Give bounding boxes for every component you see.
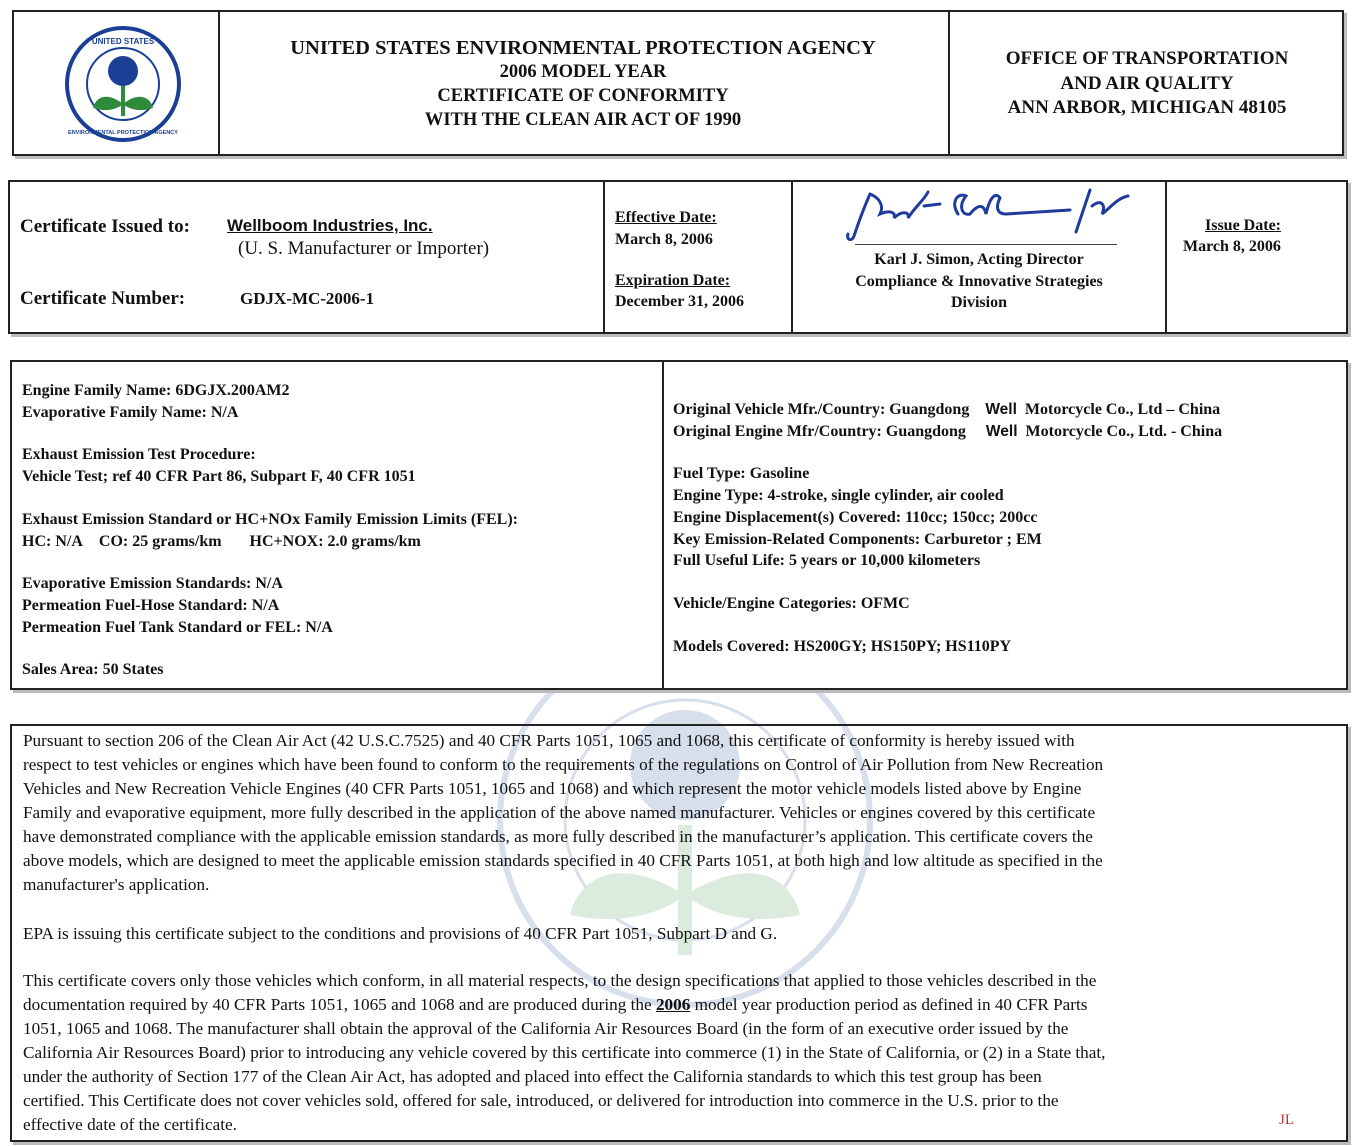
seal-top-text: UNITED STATES (91, 37, 155, 46)
evaporative-standards: Evaporative Emission Standards: N/A (22, 575, 283, 593)
issued-to-note: (U. S. Manufacturer or Importer) (238, 238, 490, 259)
engine-mfr-company: Motorcycle Co., Ltd. - China (1025, 422, 1223, 440)
paragraph-line: certified. This Certificate does not cover vehicles sold, offered for sale, introduced, or delivered for introduction into commerce in the U.S. prior to the (23, 1091, 1059, 1110)
paragraph-line: 1051, 1065 and 1068. The manufacturer shall obtain the approval of the California Air Resources Board (in the form of an executive order issued by the (23, 1019, 1069, 1038)
paragraph-line: have demonstrated compliance with the applicable emission standards, as more fully described in the manufacturer’s application. This certificate covers the (23, 827, 1093, 846)
standard-hc: HC: N/A (22, 532, 83, 550)
standard-co: CO: 25 grams/km (98, 532, 222, 550)
handwritten-signature (840, 184, 1140, 246)
paragraph-line: EPA is issuing this certificate subject to the conditions and provisions of 40 CFR Part 1051, Subpart D and G. (23, 924, 778, 943)
test-procedure-value: Vehicle Test; ref 40 CFR Part 86, Subpart F, 40 CFR 1051 (22, 468, 416, 486)
paragraph-issuance (23, 729, 1103, 897)
certificate-title: CERTIFICATE OF CONFORMITY (437, 86, 729, 106)
key-components: Key Emission-Related Components: Carburetor ; EM (673, 530, 1042, 548)
engine-displacement: Engine Displacement(s) Covered: 110cc; 150cc; 200cc (673, 508, 1038, 526)
office-line-1: OFFICE OF TRANSPORTATION (1005, 48, 1289, 69)
effective-date-value: March 8, 2006 (615, 231, 713, 248)
issuance-box (8, 180, 1348, 334)
agency-title: UNITED STATES ENVIRONMENTAL PROTECTION AGENCY (290, 37, 876, 59)
expiration-date-label: Expiration Date: (615, 272, 731, 289)
issued-to-label: Certificate Issued to: (20, 216, 190, 237)
paragraph-conditions (23, 922, 777, 946)
initials: JL (1279, 1112, 1294, 1128)
full-useful-life: Full Useful Life: 5 years or 10,000 kilometers (673, 552, 981, 570)
expiration-date-value: December 31, 2006 (615, 293, 744, 310)
model-year: 2006 MODEL YEAR (499, 62, 667, 82)
engine-type: Engine Type: 4-stroke, single cylinder, air cooled (673, 487, 1004, 505)
signer-division-1: Compliance & Innovative Strategies (855, 272, 1103, 290)
engine-mfr-label: Original Engine Mfr/Country: Guangdong (673, 422, 966, 440)
paragraph-line-model-year: documentation required by 40 CFR Parts 1051, 1065 and 1068 and are produced during the 2006 model year production period as defined in 40 CFR Parts (23, 995, 1088, 1014)
seal-bottom-text: ENVIRONMENTAL PROTECTION AGENCY (68, 130, 178, 136)
paragraph-line: effective date of the certificate. (23, 1115, 237, 1134)
engine-family-name: Engine Family Name: 6DGJX.200AM2 (22, 382, 290, 399)
sales-area: Sales Area: 50 States (22, 661, 164, 679)
fuel-hose-standard: Permeation Fuel-Hose Standard: N/A (22, 596, 280, 614)
vehicle-engine-categories: Vehicle/Engine Categories: OFMC (673, 594, 910, 612)
vehicle-manufacturer (673, 399, 1222, 421)
paragraph-line: California Air Resources Board) prior to introducing any vehicle covered by this certificate into commerce (1) in the State of California, or (2) in a State that, (23, 1043, 1106, 1062)
vehicle-mfr-label: Original Vehicle Mfr./Country: Guangdong (673, 401, 970, 418)
details-box (10, 360, 1348, 690)
paragraph-line: respect to test vehicles or engines which have been found to conform to the requirements of the regulations on Control of Air Pollution from New Recreation (23, 755, 1104, 774)
vehicle-mfr-well: Well (985, 401, 1017, 418)
issue-date-label: Issue Date: (1205, 217, 1281, 234)
office-line-2: AND AIR QUALITY (1060, 72, 1234, 94)
models-covered: Models Covered: HS200GY; HS150PY; HS110PY (673, 637, 1012, 655)
paragraph-line: under the authority of Section 177 of the Clean Air Act, has adopted and placed into effect the California standards to which this test group has been (23, 1067, 1042, 1086)
engine-manufacturer (673, 421, 1222, 443)
signer-division-2: Division (950, 294, 1007, 311)
paragraph-line: Pursuant to section 206 of the Clean Air Act (42 U.S.C.7525) and 40 CFR Parts 1051, 1065 and 1068, this certificate of conformity is hereby issued with (23, 731, 1075, 750)
paragraph-line: above models, which are designed to meet the applicable emission standards specified in 40 CFR Parts 1051, at both high and low altitude as specified in the (23, 851, 1103, 870)
vehicle-mfr-company: Motorcycle Co., Ltd – China (1024, 401, 1221, 418)
model-year-emphasis: 2006 (655, 995, 691, 1014)
engine-mfr-well: Well (985, 422, 1018, 440)
evaporative-family-name: Evaporative Family Name: N/A (22, 403, 239, 421)
fuel-type: Fuel Type: Gasoline (673, 465, 810, 483)
test-procedure-label: Exhaust Emission Test Procedure: (22, 446, 256, 464)
paragraph-line: Vehicles and New Recreation Vehicle Engines (40 CFR Parts 1051, 1065 and 1068) and which represent the motor vehicle models listed above by Engine (23, 779, 1082, 798)
paragraph-coverage (23, 969, 1105, 1137)
paragraph-line: This certificate covers only those vehicles which conform, in all material respects, to the design specifications that applied to those vehicles described in the (23, 971, 1097, 990)
certificate-number-label: Certificate Number: (20, 288, 186, 309)
issued-to-value: Wellboom Industries, Inc. (227, 216, 433, 235)
effective-date-label: Effective Date: (615, 209, 717, 226)
paragraph-line: manufacturer's application. (23, 875, 210, 894)
office-line-3: ANN ARBOR, MICHIGAN 48105 (1007, 97, 1287, 118)
header-box (12, 10, 1344, 156)
emission-standard-values (22, 531, 518, 553)
issue-date-value: March 8, 2006 (1183, 238, 1281, 255)
fuel-tank-standard: Permeation Fuel Tank Standard or FEL: N/A (22, 618, 333, 636)
clean-air-act: WITH THE CLEAN AIR ACT OF 1990 (424, 110, 742, 130)
epa-seal-logo (50, 24, 196, 144)
standard-hcnox: HC+NOX: 2.0 grams/km (249, 532, 421, 550)
paragraph-line: Family and evaporative equipment, more fully described in the application of the above named manufacturer. Vehicles or engines covered by this certificate (23, 803, 1096, 822)
signer-name: Karl J. Simon, Acting Director (874, 251, 1084, 268)
terms-box (10, 724, 1348, 1142)
certificate-number-value: GDJX-MC-2006-1 (240, 289, 375, 308)
emission-standard-label: Exhaust Emission Standard or HC+NOx Family Emission Limits (FEL): (22, 510, 518, 528)
